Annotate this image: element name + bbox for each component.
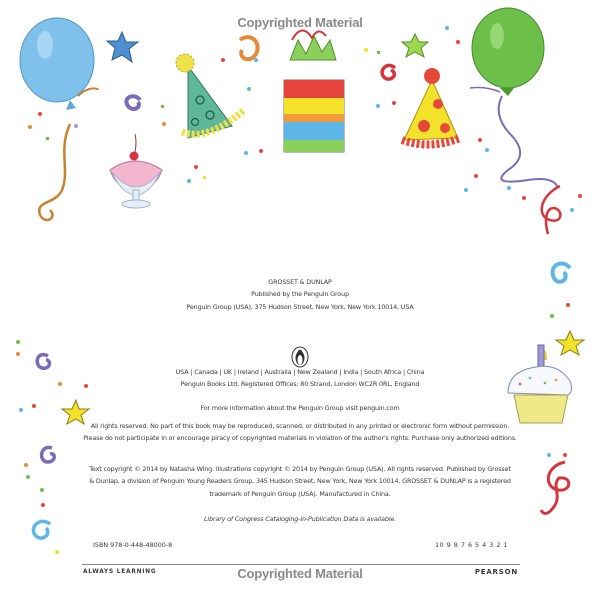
cip-notice: Library of Congress Cataloging-in-Publication Data is available. [203, 515, 397, 523]
copyright-notice [70, 463, 530, 500]
rights-line-2: Please do not participate in or encourage piracy of copyrighted materials in violation of the author's rights. Purchase only authorized editions. [83, 434, 517, 443]
locations-block [70, 366, 530, 391]
published-by: Published by the Penguin Group [251, 290, 349, 299]
blue-balloon-icon [20, 18, 98, 220]
purple-swirl-left-icon [37, 355, 49, 369]
yellow-party-hat-icon [402, 68, 460, 145]
copyright-line-3: trademark of Penguin Group (USA). Manufactured in China. [209, 489, 391, 498]
publisher-address: Penguin Group (USA), 375 Hudson Street, New York, New York 10014, USA [186, 302, 414, 311]
printing-line: 10 9 8 7 6 5 4 3 2 1 [434, 541, 508, 549]
footer-tagline: ALWAYS LEARNING [83, 569, 157, 575]
registered-office: Penguin Books Ltd, Registered Offices: 80 Strand, London WC2R 0RL, England [180, 380, 420, 389]
rights-notice [70, 420, 530, 445]
copyright-watermark-bottom: Copyrighted Material [237, 566, 363, 581]
isbn: ISBN 978-0-448-48000-8 [93, 541, 173, 549]
gift-bag-icon [284, 30, 344, 152]
green-star-icon [402, 34, 428, 57]
orange-swirl-icon [240, 37, 258, 59]
purple-swirl-icon [126, 96, 140, 109]
red-streamer-icon [542, 186, 561, 234]
copyright-line-1: Text copyright © 2014 by Natasha Wing. Illustrations copyright © 2014 by Penguin Group (USA). All rights reserved. Published by Grosset [89, 465, 511, 473]
blue-swirl-left-icon [33, 521, 50, 538]
rights-line-1: All rights reserved. No part of this book may be reproduced, scanned, or distributed in any printed or electronic form without permission. [90, 422, 510, 430]
blue-star-icon [107, 32, 138, 62]
penguin-logo-icon [291, 346, 309, 368]
red-swirl-icon [382, 65, 395, 79]
publisher-name: GROSSET & DUNLAP [268, 278, 332, 286]
copyright-watermark-top: Copyrighted Material [237, 15, 363, 30]
green-party-hat-icon [176, 54, 244, 138]
ice-cream-sundae-icon [110, 134, 162, 208]
purple-swirl-left-2-icon [42, 447, 55, 462]
green-balloon-icon [470, 8, 558, 188]
footer-divider [82, 564, 520, 565]
yellow-star-icon [556, 331, 584, 355]
copyright-line-2: & Dunlap, a division of Penguin Young Readers Group, 345 Hudson Street, New York, New York 10014. GROSSET & DUNLAP is a registered [89, 477, 511, 486]
more-info-line: For more information about the Penguin Group visit penguin.com [200, 404, 400, 412]
blue-swirl-icon [553, 263, 570, 281]
pearson-logo: PEARSON [474, 568, 518, 576]
imprint-block [70, 276, 530, 313]
red-streamer-bottom-icon [541, 462, 569, 514]
country-list: USA | Canada | UK | Ireland | Australia | New Zealand | India | South Africa | China [175, 368, 425, 376]
